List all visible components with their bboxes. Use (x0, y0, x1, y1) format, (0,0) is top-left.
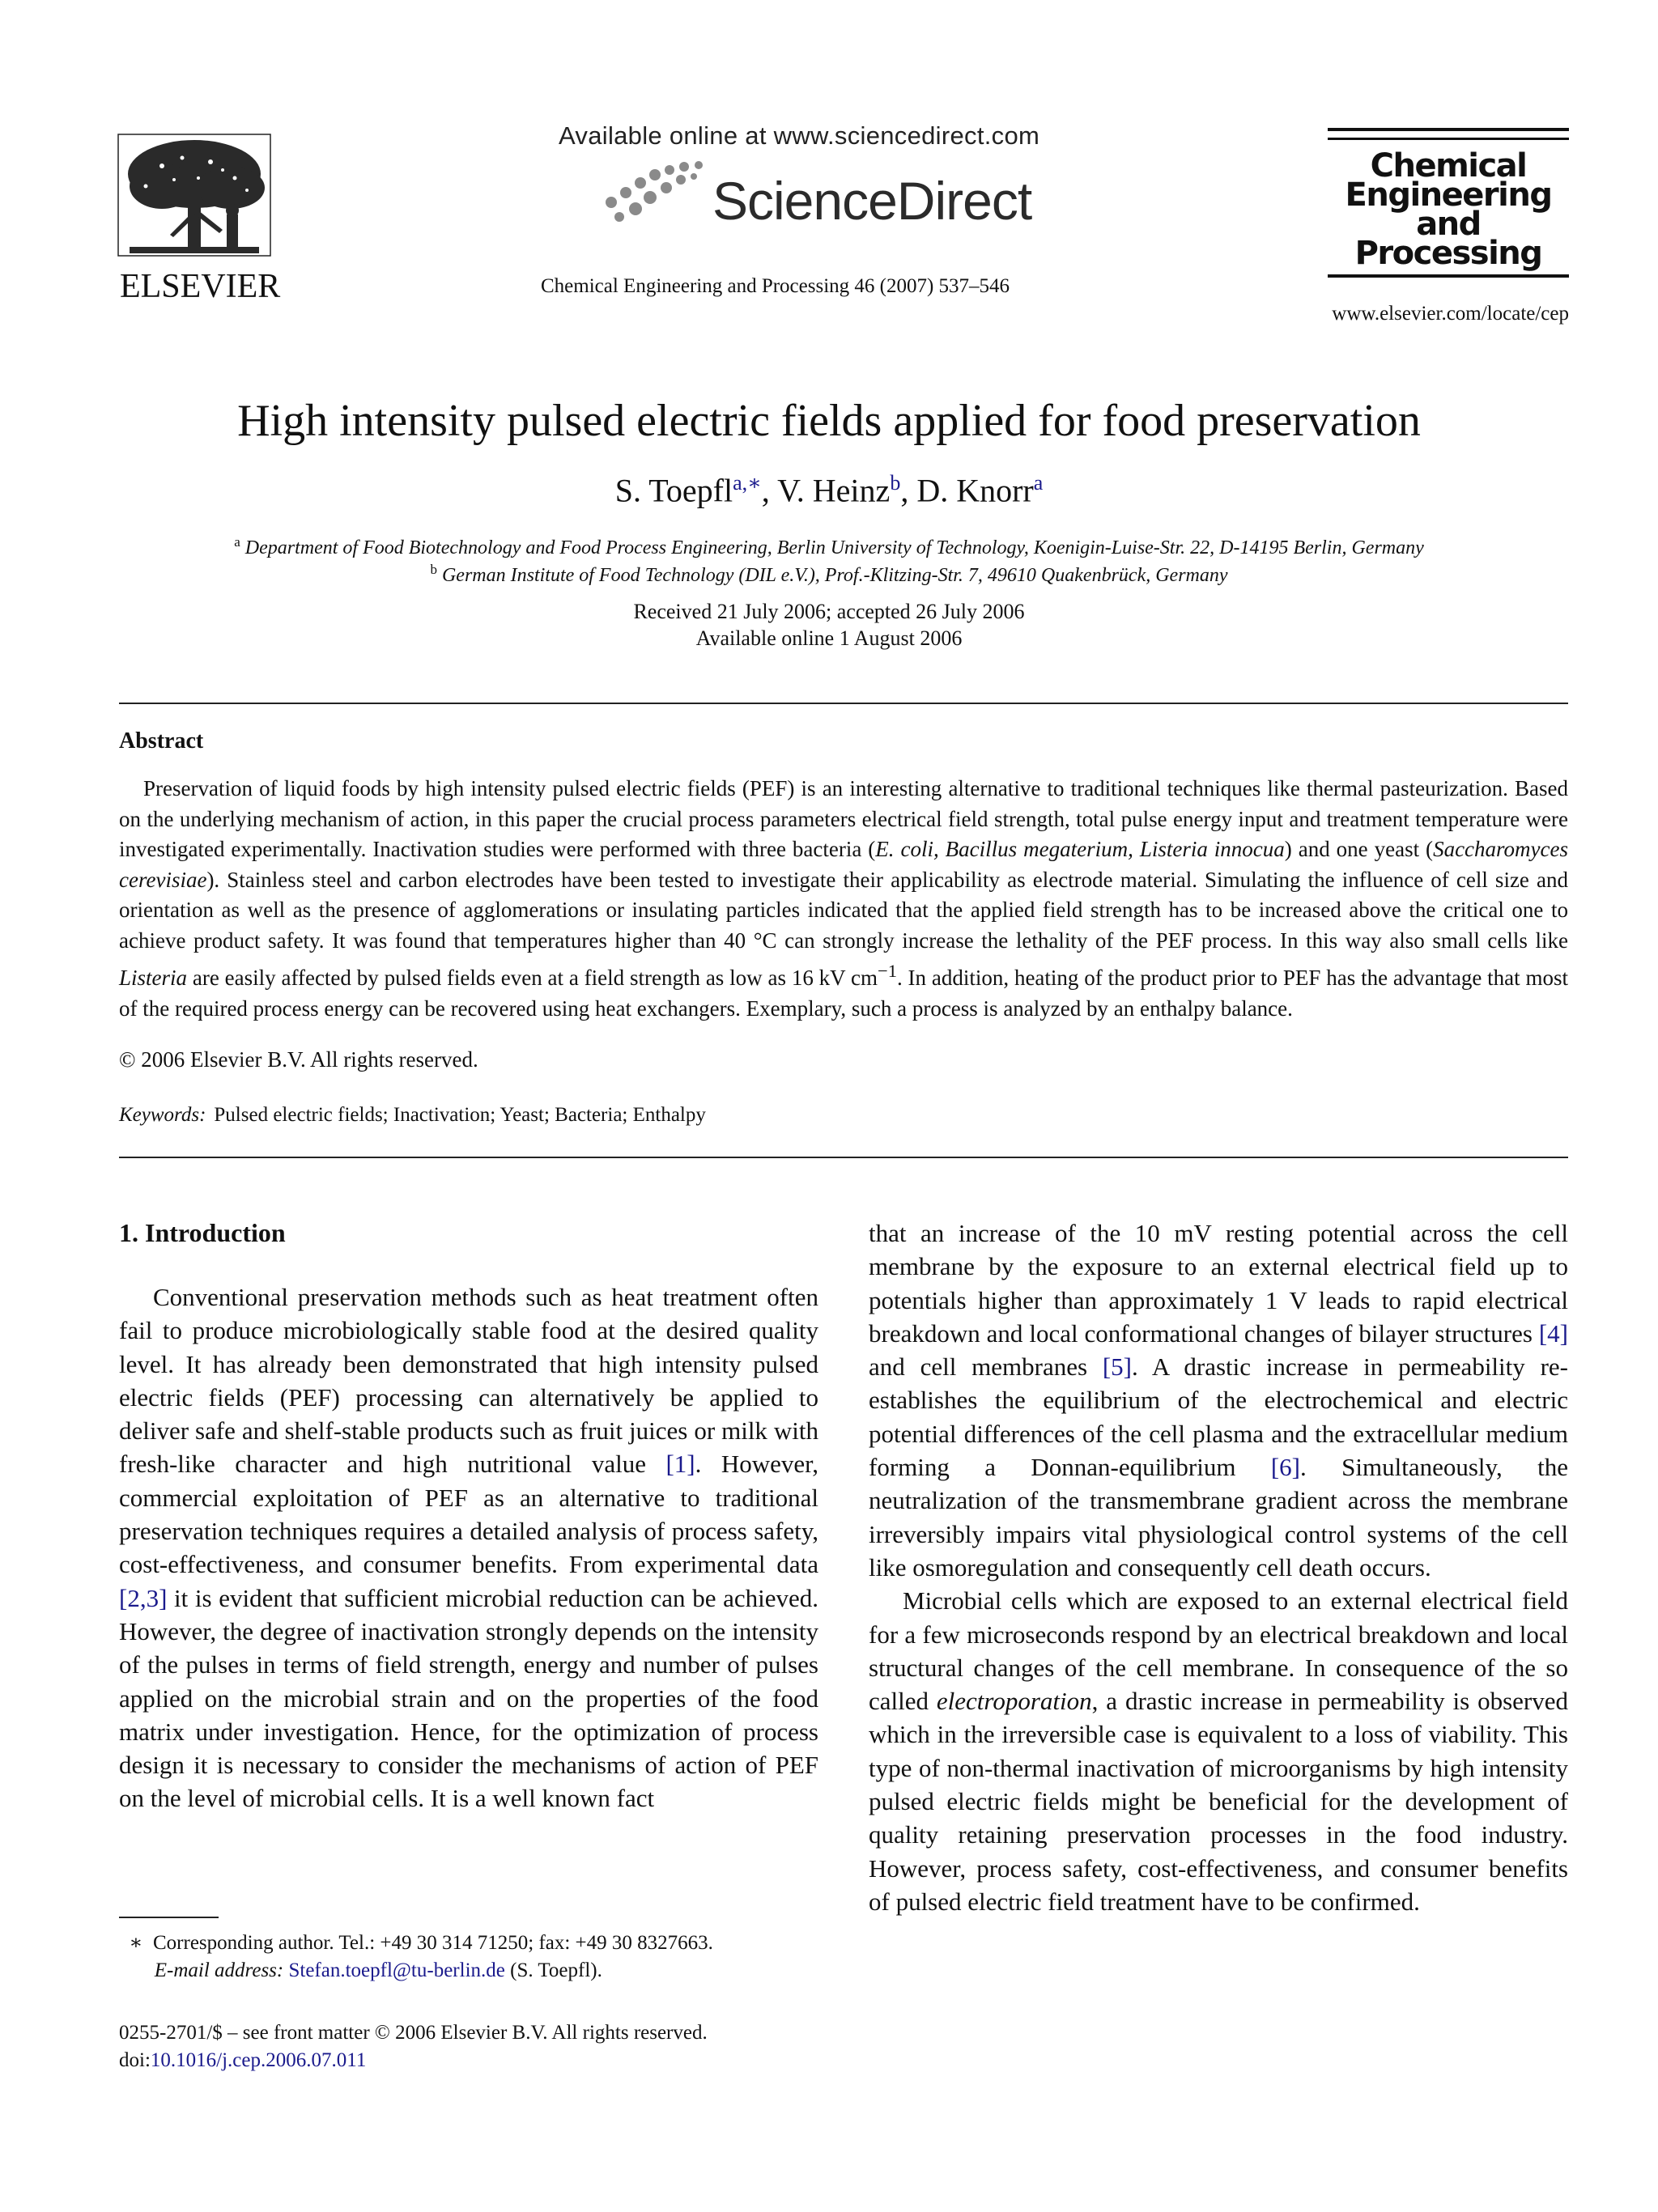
paragraph (869, 1216, 1568, 1584)
citation-link[interactable]: [1] (665, 1450, 695, 1479)
footnote-rule (119, 1917, 219, 1918)
text-segment: it is evident that sufficient microbial reduction can be achieved. However, the degree of inactivation strongly depends on the intensity of the pulses in terms of field strength, energy and number of pulses applied on the microbial strain and on the properties of the food matrix under investigation. Hence, for the optimization of process design it is necessary to consider the mechanisms of action of PEF on the level of microbial cells. It is a well known fact (119, 1583, 818, 1813)
journal-logo-text (1328, 146, 1569, 274)
email-owner: (S. Toepfl). (510, 1959, 602, 1981)
doi-link[interactable]: 10.1016/j.cep.2006.07.011 (150, 2049, 367, 2071)
paper-title: High intensity pulsed electric fields applied for food preservation (237, 396, 1421, 446)
email-note (119, 1957, 602, 1985)
logo-rule (1328, 138, 1569, 140)
text-segment: . Simultaneously, the neutralization of the transmembrane gradient across the membrane irreversibly impairs vital physiological control systems of the cell like osmoregulation and consequently cell death occurs. (869, 1453, 1568, 1582)
abstract-text-segment: are easily affected by pulsed fields even at a field strength as low as 16 kV cm (187, 966, 878, 990)
text-segment: that an increase of the 10 mV resting potential across the cell membrane by the exposure to an external electrical field up to potentials higher than approximately 1 V leads to rapid electrical breakdown and local conformational changes of bilayer structures (869, 1219, 1568, 1348)
footnote-text: Corresponding author. Tel.: +49 30 314 71250; fax: +49 30 8327663. (153, 1932, 713, 1954)
keywords-list: Pulsed electric fields; Inactivation; Yeast; Bacteria; Enthalpy (214, 1104, 706, 1126)
organism-name: Saccharomyces cerevisiae (119, 837, 1568, 892)
journal-logo (1328, 128, 1569, 284)
author-name: V. Heinz (777, 472, 891, 509)
unit-exponent: −1 (878, 961, 897, 981)
affiliation-text: Department of Food Biotechnology and Food Process Engineering, Berlin University of Technology, Koenigin-Luise-Str. 22, D-14195 Berlin, Germany (244, 537, 1424, 558)
citation-link[interactable]: [5] (1102, 1352, 1133, 1382)
abstract-text-segment: . In addition, heating of the product prior to PEF has the advantage that most of the required process energy can be recovered using heat exchangers. Exemplary, such a process is analyzed by an enthalpy balance. (119, 966, 1568, 1021)
logo-rule (1328, 128, 1569, 131)
author-name: S. Toepfl (614, 472, 733, 509)
abstract-text-segment: Preservation of liquid foods by high intensity pulsed electric fields (PEF) is an interesting alternative to traditional techniques like thermal pasteurization. Based on the underlying mechanism of action, in this paper the crucial process parameters electrical field strength, total pulse energy input and treatment temperature were investigated experimentally. Inactivation studies were performed with three bacteria ( (119, 776, 1568, 861)
available-online-banner[interactable]: Available online at www.sciencedirect.com (559, 121, 1040, 150)
right-column (869, 1216, 1568, 1918)
text-segment: . However, commercial exploitation of PEF as an alternative to traditional preservation techniques requires a detailed analysis of process safety, cost-effectiveness, and consumer benefits. From experimental data (119, 1450, 819, 1579)
abstract-heading: Abstract (119, 728, 204, 754)
affiliation-mark: b (430, 562, 437, 577)
logo-line: and (1416, 206, 1481, 243)
sciencedirect-dots-icon (603, 160, 708, 225)
keywords (119, 1104, 706, 1127)
author-affiliation-mark[interactable]: a,∗ (733, 471, 762, 495)
available-online-date: Available online 1 August 2006 (695, 626, 963, 650)
organism-names: E. coli, Bacillus megaterium, Listeria innocua (875, 837, 1285, 861)
publisher-wordmark: ELSEVIER (120, 268, 281, 305)
author-name: D. Knorr (916, 472, 1034, 509)
text-segment: and cell membranes (869, 1352, 1103, 1382)
email-label: E-mail address: (154, 1959, 284, 1981)
affiliation (0, 562, 1658, 587)
citation-link[interactable]: [4] (1538, 1318, 1568, 1348)
logo-line: Processing (1354, 235, 1542, 272)
corresponding-author-note (119, 1930, 713, 1957)
abstract-text-segment: ). Stainless steel and carbon electrodes have been tested to investigate their applicability as electrode material. Simulating the influence of cell size and orientation as well as the presence of agglomerations or insulating particles indicated that the applied field strength has to be increased above the critical one to achieve product safety. It was found that temperatures higher than 40 °C can strongly increase the lethality of the PEF process. In this way also small cells like (119, 867, 1568, 953)
citation-link[interactable]: [6] (1270, 1453, 1301, 1482)
footnote-mark: ∗ (129, 1932, 143, 1954)
logo-line: Chemical (1370, 147, 1527, 185)
author-affiliation-mark[interactable]: b (890, 471, 901, 495)
keywords-label: Keywords: (119, 1104, 206, 1126)
journal-url[interactable]: www.elsevier.com/locate/cep (1332, 303, 1569, 325)
doi-line (119, 2047, 366, 2074)
divider (119, 1157, 1568, 1158)
copyright-line: © 2006 Elsevier B.V. All rights reserved. (119, 1047, 478, 1072)
paragraph (869, 1584, 1568, 1918)
affiliation-text: German Institute of Food Technology (DIL e.V.), Prof.-Klitzing-Str. 7, 49610 Quakenbrück, Germany (441, 565, 1228, 586)
doi-label: doi: (119, 2049, 151, 2071)
logo-rule (1328, 274, 1569, 278)
paragraph (119, 1280, 818, 1815)
emphasized-term: electroporation (936, 1687, 1092, 1716)
affiliation (0, 534, 1658, 559)
email-link[interactable]: Stefan.toepfl@tu-berlin.de (288, 1959, 505, 1981)
left-column (119, 1280, 818, 1815)
author-affiliation-mark[interactable]: a (1033, 471, 1044, 495)
received-date: Received 21 July 2006; accepted 26 July 2006 (633, 600, 1025, 623)
issn-line: 0255-2701/$ – see front matter © 2006 Elsevier B.V. All rights reserved. (119, 2022, 708, 2044)
abstract-text-segment: ) and one yeast ( (1284, 837, 1434, 861)
text-segment: , a drastic increase in permeability is observed which in the irreversible case is equivalent to a loss of viability. This type of non-thermal inactivation of microorganisms by high intensity pulsed electric fields might be beneficial for the development of quality retaining preservation processes in the food industry. However, process safety, cost-effectiveness, and consumer benefits of pulsed electric field treatment have to be confirmed. (869, 1687, 1568, 1916)
citation-link[interactable]: [2,3] (119, 1583, 168, 1612)
affiliation-mark: a (234, 534, 240, 550)
section-heading: 1. Introduction (119, 1218, 286, 1247)
sciencedirect-wordmark: ScienceDirect (712, 171, 1032, 231)
logo-line: Engineering (1345, 176, 1552, 214)
organism-name: Listeria (119, 966, 188, 990)
text-segment: . A drastic increase in permeability re-establishes the equilibrium of the electrochemical and electric potential differences of the cell plasma and the extracellular medium forming a Donnan-equilibrium (869, 1352, 1568, 1482)
author-list: S. Toepfl$^{a,∗}$, V. Heinz$^b$, D. Knorr$^a$ (614, 471, 1044, 509)
text-segment: Microbial cells which are exposed to an external electrical field for a few microseconds respond by an electrical breakdown and local structural changes of the cell membrane. In consequence of the so called (869, 1586, 1568, 1716)
text-segment: Conventional preservation methods such as heat treatment often fail to produce microbiologically stable food at the desired quality level. It has already been demonstrated that high intensity pulsed electric fields (PEF) processing can alternatively be applied to deliver safe and shelf-stable products such as fruit juices or milk with fresh-like character and high nutritional value (119, 1283, 818, 1479)
divider (119, 703, 1568, 704)
journal-reference: Chemical Engineering and Processing 46 (2007) 537–546 (541, 275, 1010, 297)
abstract-body (119, 774, 1568, 1024)
